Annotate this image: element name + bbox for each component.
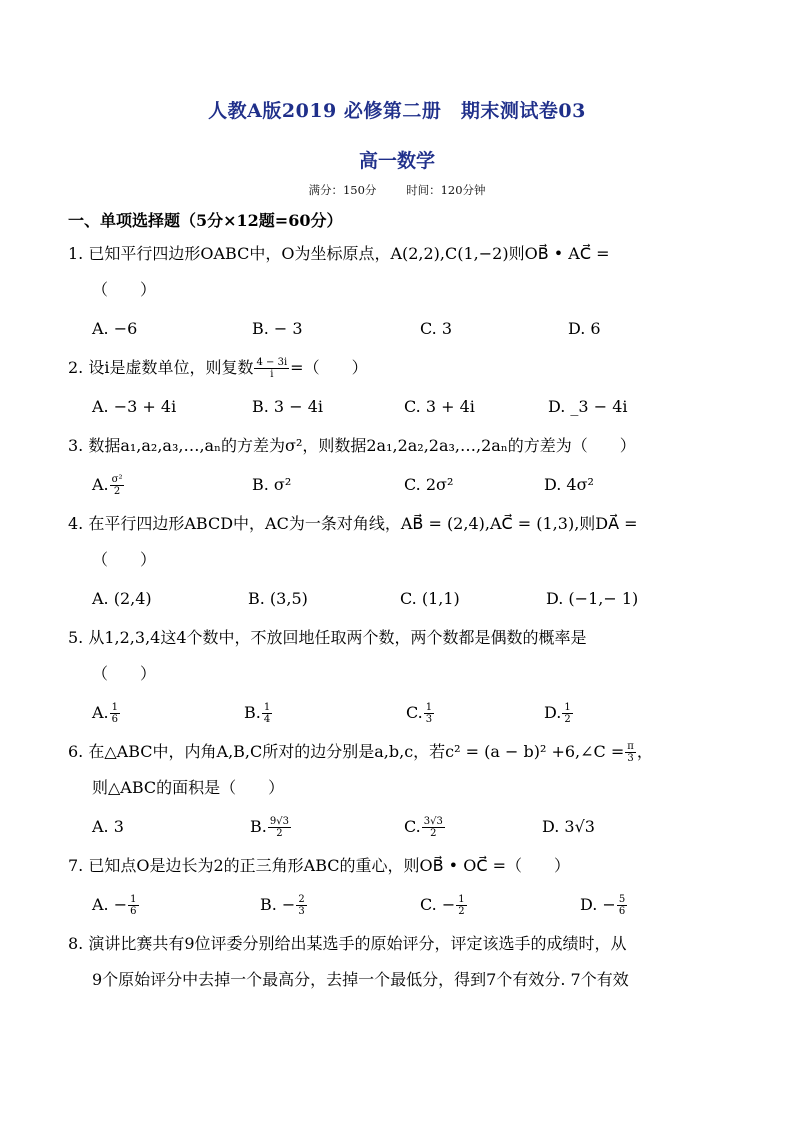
option-row xyxy=(68,308,728,350)
option-d[interactable]: D. $\frac{1}{2}$ xyxy=(544,701,571,725)
option-a[interactable]: A. −3 + 4i xyxy=(92,397,177,416)
option-a[interactable]: A. −6 xyxy=(92,319,138,338)
option-row xyxy=(68,806,728,848)
question-3 xyxy=(68,428,728,506)
question-5 xyxy=(68,620,728,734)
fraction: $\frac{1}{6}$ xyxy=(130,893,137,917)
fraction: $\frac{1}{6}$ xyxy=(111,701,119,725)
fraction: $\frac{1}{2}$ xyxy=(564,701,571,725)
option-row xyxy=(68,386,728,428)
fraction: $\frac{4 - 3i}{i}$ xyxy=(256,357,288,380)
option-b[interactable]: B. σ² xyxy=(252,475,292,494)
question-2 xyxy=(68,350,728,428)
option-b[interactable]: B. − $\frac{2}{3}$ xyxy=(260,893,305,917)
question-stem: 6. 在△ABC中，内角A,B,C所对的边分别是a,b,c，若c² = (a − b)² +6,∠C = $\frac{\pi}{3}$ ， 则△ABC的面积是（ ） xyxy=(68,734,728,806)
question-stem: 2. 设i是虚数单位，则复数 $\frac{4 - 3i}{i}$ =（ ） xyxy=(68,357,368,380)
option-c[interactable]: C. (1,1) xyxy=(400,589,460,608)
option-b[interactable]: B. (3,5) xyxy=(248,589,308,608)
fraction: $\frac{9√3}{2}$ xyxy=(269,815,289,839)
question-continuation: （ ） xyxy=(92,280,157,299)
fraction: $\frac{2}{3}$ xyxy=(298,893,305,917)
exam-title: 人教A版2019 必修第二册 期末测试卷03 xyxy=(208,100,586,122)
fraction: $\frac{1}{3}$ xyxy=(425,701,433,725)
option-row xyxy=(68,578,728,620)
time-limit: 时间：120分钟 xyxy=(406,183,486,197)
question-7 xyxy=(68,848,728,926)
full-score: 满分：150分 xyxy=(308,183,377,197)
fraction: $\frac{1}{2}$ xyxy=(458,893,465,917)
exam-subtitle: 高一数学 xyxy=(358,150,435,172)
option-row xyxy=(68,884,728,926)
option-d[interactable]: D. − $\frac{5}{6}$ xyxy=(580,893,626,917)
section-heading: 一、单项选择题（5分×12题=60分） xyxy=(68,211,343,230)
option-a[interactable]: A. $\frac{\text{σ²}}{2}$ xyxy=(92,473,123,497)
option-c[interactable]: C. $\frac{3√3}{2}$ xyxy=(404,815,443,839)
question-1 xyxy=(68,236,728,350)
option-a[interactable]: A. (2,4) xyxy=(92,589,152,608)
option-row xyxy=(68,464,728,506)
fraction: $\frac{1}{4}$ xyxy=(263,701,271,725)
fraction: $\frac{5}{6}$ xyxy=(618,893,626,917)
question-continuation: 则△ABC的面积是（ ） xyxy=(92,778,285,797)
option-row xyxy=(68,692,728,734)
question-4 xyxy=(68,506,728,620)
question-6 xyxy=(68,734,728,848)
option-c[interactable]: C. 2σ² xyxy=(404,475,454,494)
question-stem: 7. 已知点O是边长为2的正三角形ABC的重心，则OB⃗ • OC⃗ =（ ） xyxy=(68,856,570,875)
question-stem: 5. 从1,2,3,4这4个数中，不放回地任取两个数，两个数都是偶数的概率是 （ ） xyxy=(68,620,728,692)
question-stem: 8. 演讲比赛共有9位评委分别给出某选手的原始评分，评定该选手的成绩时，从 9个原始评分中去掉一个最高分，去掉一个最低分，得到7个有效分. 7个有效 xyxy=(68,926,728,998)
option-c[interactable]: C. − $\frac{1}{2}$ xyxy=(420,893,465,917)
fraction: $\frac{3√3}{2}$ xyxy=(423,815,443,839)
question-list xyxy=(68,236,728,998)
option-d[interactable]: D. _3 − 4i xyxy=(548,397,628,416)
option-a[interactable]: A. 3 xyxy=(92,817,124,836)
option-c[interactable]: C. 3 xyxy=(420,319,453,338)
option-c[interactable]: C. 3 + 4i xyxy=(404,397,475,416)
option-c[interactable]: C. $\frac{1}{3}$ xyxy=(406,701,433,725)
question-continuation: 9个原始评分中去掉一个最高分，去掉一个最低分，得到7个有效分. 7个有效 xyxy=(92,970,629,989)
option-b[interactable]: B. $\frac{1}{4}$ xyxy=(244,701,271,725)
option-d[interactable]: D. 4σ² xyxy=(544,475,594,494)
option-b[interactable]: B. 3 − 4i xyxy=(252,397,323,416)
question-stem: 1. 已知平行四边形OABC中，O为坐标原点，A(2,2),C(1,−2)则OB⃗ • AC⃗ = （ ） xyxy=(68,236,728,308)
option-b[interactable]: B. $\frac{9√3}{2}$ xyxy=(250,815,289,839)
fraction: $\frac{\pi}{3}$ xyxy=(627,741,634,764)
question-continuation: （ ） xyxy=(92,550,157,569)
fraction: $\frac{\text{σ²}}{2}$ xyxy=(111,473,123,497)
option-b[interactable]: B. − 3 xyxy=(252,319,303,338)
question-8 xyxy=(68,926,728,998)
exam-meta xyxy=(0,182,794,198)
question-continuation: （ ） xyxy=(92,664,157,683)
option-a[interactable]: A. − $\frac{1}{6}$ xyxy=(92,893,137,917)
option-a[interactable]: A. $\frac{1}{6}$ xyxy=(92,701,119,725)
question-stem: 3. 数据a₁,a₂,a₃,…,aₙ的方差为σ²，则数据2a₁,2a₂,2a₃,…,2aₙ的方差为（ ） xyxy=(68,436,636,455)
option-d[interactable]: D. (−1,− 1) xyxy=(546,589,639,608)
option-d[interactable]: D. 3√3 xyxy=(542,817,595,836)
question-stem: 4. 在平行四边形ABCD中，AC为一条对角线，AB⃗ = (2,4),AC⃗ = (1,3),则DA⃗ = （ ） xyxy=(68,506,728,578)
option-d[interactable]: D. 6 xyxy=(568,319,601,338)
